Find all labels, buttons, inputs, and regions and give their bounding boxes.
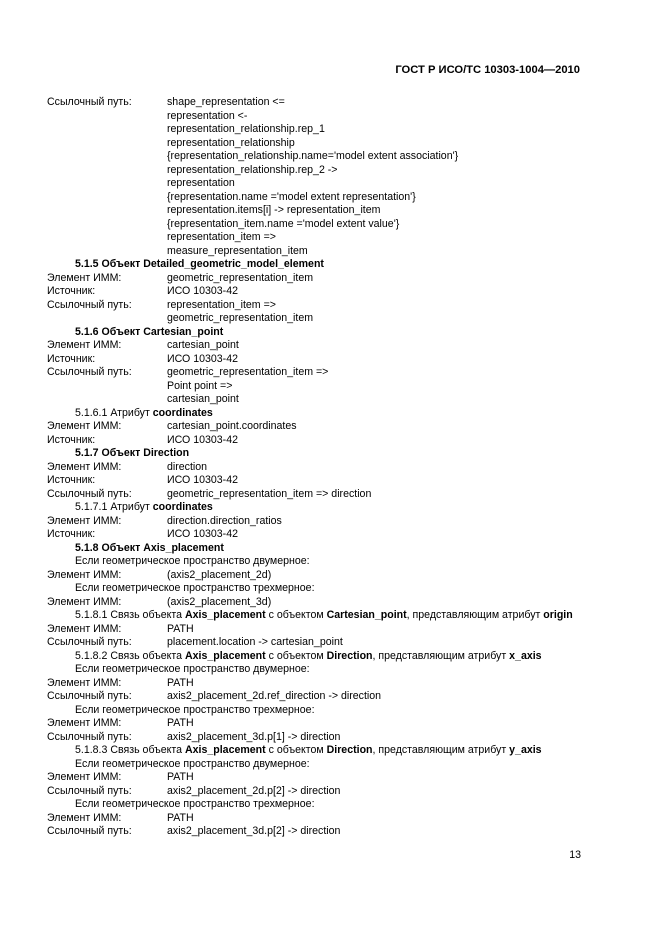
field-value: PATH [167, 622, 194, 635]
field-label: Элемент ИММ: [47, 595, 122, 608]
field-value: {representation.name ='model extent representation'} [167, 190, 416, 203]
field-value: PATH [167, 771, 194, 783]
subsection-term: y_axis [509, 744, 542, 756]
field-value: representation_relationship.rep_2 -> [167, 163, 338, 176]
condition-line [47, 555, 607, 569]
field-row [47, 339, 607, 353]
field-value: {representation_relationship.name='model extent association'} [167, 150, 459, 162]
subsection-text: 5.1.8.3 Связь объекта [75, 744, 185, 756]
field-row [47, 785, 607, 799]
subsection-prefix: 5.1.6.1 Атрибут [75, 406, 153, 419]
field-label: Элемент ИММ: [47, 420, 122, 432]
field-continuation [47, 137, 607, 151]
field-continuation [47, 245, 607, 259]
field-value: cartesian_point.coordinates [167, 420, 297, 432]
field-label: Ссылочный путь: [47, 298, 132, 311]
condition-line [47, 582, 607, 596]
field-continuation [47, 231, 607, 245]
subsection-prefix: 5.1.7.1 Атрибут [75, 501, 153, 513]
field-value: direction [167, 460, 208, 473]
field-row [47, 623, 607, 637]
section-heading-text: 5.1.6 Объект Cartesian_point [75, 325, 224, 338]
field-value: axis2_placement_3d.p[2] -> direction [167, 825, 341, 837]
condition-line [47, 663, 607, 677]
subsection-text: с объектом [265, 609, 327, 621]
field-label: Источник: [47, 528, 96, 540]
field-continuation [47, 218, 607, 232]
field-value: ИСО 10303-42 [167, 285, 238, 297]
field-label: Ссылочный путь: [47, 730, 132, 743]
subsection-text: 5.1.8.2 Связь объекта [75, 649, 185, 662]
subsection-heading [47, 407, 607, 421]
subsection-term: Direction [326, 744, 373, 756]
field-row [47, 717, 607, 731]
field-continuation [47, 177, 607, 191]
field-value: representation_relationship.rep_1 [167, 123, 325, 135]
condition-text: Если геометрическое пространство трехмерное: [75, 582, 315, 594]
field-label: Элемент ИММ: [47, 676, 122, 689]
section-heading-text: 5.1.5 Объект Detailed_geometric_model_element [75, 258, 324, 270]
field-label: Элемент ИММ: [47, 271, 122, 284]
field-row [47, 636, 607, 650]
subsection-term: Direction [326, 649, 373, 662]
condition-text: Если геометрическое пространство двумерное: [75, 757, 310, 770]
field-row [47, 434, 607, 448]
field-value: direction.direction_ratios [167, 514, 282, 527]
section-heading [47, 258, 607, 272]
field-row [47, 528, 607, 542]
field-row [47, 285, 607, 299]
field-value: geometric_representation_item => [167, 366, 329, 378]
field-row [47, 569, 607, 583]
condition-line [47, 758, 607, 772]
field-value: representation_item => [167, 231, 276, 243]
condition-line [47, 704, 607, 718]
field-value: (axis2_placement_3d) [167, 595, 272, 608]
field-label: Элемент ИММ: [47, 460, 122, 473]
subsection-text: , представляющим атрибут [372, 649, 510, 662]
field-row [47, 515, 607, 529]
field-row [47, 474, 607, 488]
field-value: geometric_representation_item => direction [167, 487, 372, 500]
field-row [47, 690, 607, 704]
field-value: Point point => [167, 379, 233, 392]
field-value: representation [167, 177, 235, 189]
field-continuation [47, 150, 607, 164]
field-continuation [47, 204, 607, 218]
field-row [47, 420, 607, 434]
field-value: representation_relationship [167, 136, 295, 149]
subsection-text: , представляющим атрибут [406, 609, 544, 621]
subsection-term: origin [543, 609, 573, 621]
field-continuation [47, 312, 607, 326]
field-value: representation.items[i] -> representation_item [167, 204, 381, 216]
subsection-attribute: coordinates [152, 406, 213, 419]
document-header: ГОСТ Р ИСО/ТС 10303-1004—2010 [395, 64, 580, 76]
field-label: Элемент ИММ: [47, 514, 122, 527]
field-value: cartesian_point [167, 339, 239, 351]
subsection-heading [47, 744, 607, 758]
subsection-term: Cartesian_point [326, 609, 407, 621]
field-label: Источник: [47, 352, 96, 365]
subsection-term: x_axis [509, 649, 542, 662]
field-label: Ссылочный путь: [47, 636, 132, 648]
field-row [47, 488, 607, 502]
field-value: representation <- [167, 109, 248, 122]
field-value: cartesian_point [167, 393, 239, 405]
field-label: Источник: [47, 474, 96, 486]
condition-text: Если геометрическое пространство двумерное: [75, 555, 310, 567]
subsection-heading [47, 650, 607, 664]
field-row [47, 272, 607, 286]
field-row [47, 596, 607, 610]
subsection-heading [47, 501, 607, 515]
subsection-term: Axis_placement [185, 609, 266, 621]
field-label: Ссылочный путь: [47, 487, 132, 500]
field-row [47, 353, 607, 367]
field-row [47, 299, 607, 313]
condition-text: Если геометрическое пространство двумерное: [75, 663, 310, 675]
field-continuation [47, 393, 607, 407]
field-row [47, 677, 607, 691]
field-value: {representation_item.name ='model extent value'} [167, 217, 400, 230]
field-continuation [47, 191, 607, 205]
subsection-text: с объектом [265, 649, 327, 662]
field-row [47, 461, 607, 475]
field-label: Элемент ИММ: [47, 568, 122, 581]
field-label: Источник: [47, 433, 96, 446]
field-label: Ссылочный путь: [47, 784, 132, 797]
condition-text: Если геометрическое пространство трехмерное: [75, 798, 315, 810]
field-row [47, 771, 607, 785]
field-value: representation_item => [167, 298, 276, 311]
field-row [47, 96, 607, 110]
section-heading-text: 5.1.7 Объект Direction [75, 447, 190, 459]
field-label: Элемент ИММ: [47, 771, 122, 783]
field-row [47, 812, 607, 826]
field-value: shape_representation <= [167, 96, 285, 108]
page-number: 13 [569, 849, 581, 861]
field-value: ИСО 10303-42 [167, 528, 238, 540]
field-label: Элемент ИММ: [47, 622, 122, 635]
field-value: measure_representation_item [167, 244, 308, 257]
field-value: geometric_representation_item [167, 312, 314, 324]
subsection-text: с объектом [265, 744, 327, 756]
subsection-term: Axis_placement [185, 744, 266, 756]
subsection-text: 5.1.8.1 Связь объекта [75, 609, 185, 621]
field-value: placement.location -> cartesian_point [167, 636, 343, 648]
field-label: Ссылочный путь: [47, 366, 132, 378]
document-body [47, 96, 607, 839]
field-row [47, 366, 607, 380]
section-heading [47, 447, 607, 461]
field-value: PATH [167, 717, 194, 729]
condition-line [47, 798, 607, 812]
field-continuation [47, 123, 607, 137]
field-label: Ссылочный путь: [47, 96, 132, 108]
section-heading [47, 542, 607, 556]
field-label: Ссылочный путь: [47, 690, 132, 702]
condition-text: Если геометрическое пространство трехмерное: [75, 703, 315, 716]
field-value: ИСО 10303-42 [167, 352, 238, 365]
subsection-text: , представляющим атрибут [372, 744, 510, 756]
field-continuation [47, 110, 607, 124]
field-value: (axis2_placement_2d) [167, 568, 272, 581]
field-value: axis2_placement_2d.ref_direction -> direction [167, 690, 382, 702]
field-value: axis2_placement_3d.p[1] -> direction [167, 730, 341, 743]
subsection-term: Axis_placement [185, 649, 266, 662]
field-value: PATH [167, 676, 194, 689]
field-value: ИСО 10303-42 [167, 433, 238, 446]
subsection-attribute: coordinates [152, 501, 213, 513]
field-row [47, 825, 607, 839]
field-continuation [47, 164, 607, 178]
field-row [47, 731, 607, 745]
field-value: axis2_placement_2d.p[2] -> direction [167, 784, 341, 797]
field-label: Элемент ИММ: [47, 811, 122, 824]
section-heading [47, 326, 607, 340]
field-value: ИСО 10303-42 [167, 474, 238, 486]
field-label: Элемент ИММ: [47, 717, 122, 729]
subsection-heading [47, 609, 607, 623]
section-heading-text: 5.1.8 Объект Axis_placement [75, 541, 224, 554]
field-label: Источник: [47, 285, 96, 297]
field-value: geometric_representation_item [167, 271, 314, 284]
field-label: Ссылочный путь: [47, 825, 132, 837]
field-label: Элемент ИММ: [47, 339, 122, 351]
field-value: PATH [167, 811, 194, 824]
field-continuation [47, 380, 607, 394]
